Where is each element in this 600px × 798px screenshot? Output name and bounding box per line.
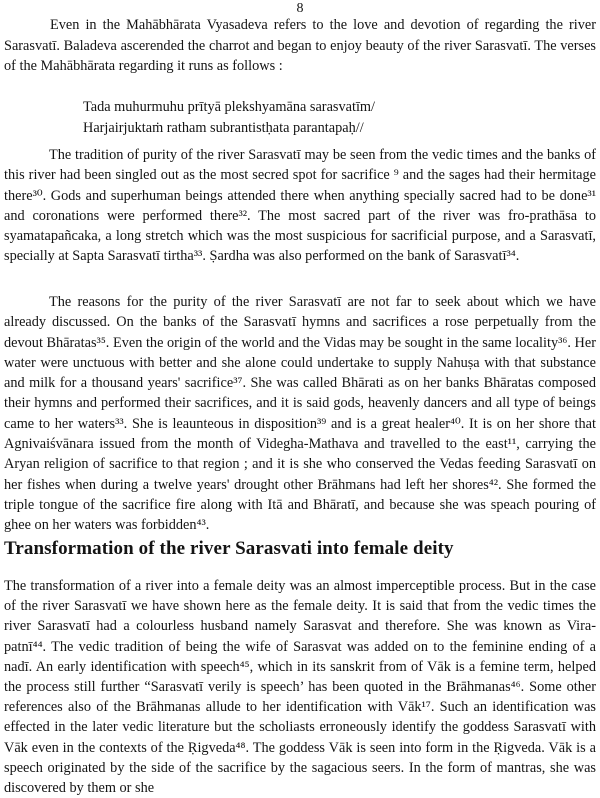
verse-line-2: Harjairjuktaṁ ratham subrantistḥata parantapaḥ// <box>83 120 364 136</box>
paragraph-tradition: The tradition of purity of the river Sarasvatī may be seen from the vedic times and the banks of this river had been singled out as the most secred spot for sacrifice ⁹ and the sages had their hermitage there³⁰. Gods and superhuman beings attended there when anything specially sacred had to be done³¹ and coronations were performed there³². The most sacred part of the river was fro-prathāsa to syamatapañcaka, a long stretch which was the most suspicious for sacrificial purpose, and a Sarasvatī, specially at Sapta Sarasvatī tirtha³³. Ṣardha was also performed on the bank of Sarasvatī³⁴. <box>4 147 596 265</box>
paragraph-transformation: The transformation of a river into a female deity was an almost imperceptible process. But in the case of the river Sarasvatī we have shown here as the female deity. It is said that from the vedic times the river Sarasvatī had a colourless husband namely Sarasvat and therefore. She was known as Vira-patnī⁴⁴. The vedic tradition of being the wife of Sarasvat was added on to the feminine ending of a nadī. An early identification with speech⁴⁵, which in its sanskrit from of Vāk is a femine term, helped the process still further “Sarasvatī verily is speech’ has been quoted in the Brāhmanas⁴⁶. Some other references also of the Brāhmanas allude to her identification with Vāk¹⁷. Such an identification was effected in the later vedic literature but the scholiasts erroneously identify the goddess Sarasvatī with Vāk even in the contexts of the Ṛigveda⁴⁸. The goddess Vāk is seen into form in the Ṛigveda. Vāk is a speech originated by the side of the sacrifice by the sagacious seers. In the form of mantras, she was discovered by them or she <box>4 578 596 797</box>
verse-line-1: Tada muhurmuhu prītyā plekshyamāna sarasvatīm/ <box>83 99 376 115</box>
paragraph-intro: Even in the Mahābhārata Vyasadeva refers to the love and devotion of regarding the river Sarasvatī. Baladeva ascerended the charrot and began to enjoy beauty of the river Sarasvatī. The verses of the Mahābhārata regarding it runs as follows : <box>4 17 596 75</box>
section-heading: Transformation of the river Sarasvati into female deity <box>4 538 454 559</box>
page-number: 8 <box>296 1 304 16</box>
paragraph-reasons: The reasons for the purity of the river Sarasvatī are not far to seek about which we have already discussed. On the banks of the Sarasvatī hymns and sacrifices a rose perpetually from the devout Bhāratas³⁵. Even the origin of the world and the Vidas may be sought in the same locality³⁶. Her water were unctuous with better and she alone could undertake to supply Nahuṣa with that substance and milk for a thousand years' sacrifice³⁷. She was called Bhārati as on her banks Bhāratas composed their hymns and performed their sacrifices, and it is said gods, heavenly dancers and all type of beings came to her waters³³. She is leaunteous in disposition³⁹ and is a great healer⁴⁰. It is on her shore that Agnivaiśvānara issued from the month of Videgha-Mathava and travelled to the east¹¹, carrying the Aryan religion of sacrifice to that region ; and it is she who conserved the Vedas feeding Sarasvatī on her fishes when during a twelve years' drought other Brāhmans had left her shores⁴². She formed the triple tongue of the sacrifice fire along with Itā and Bhāratī, and because she was speach pouring of ghee on her waters was forbidden⁴³. <box>4 294 596 534</box>
